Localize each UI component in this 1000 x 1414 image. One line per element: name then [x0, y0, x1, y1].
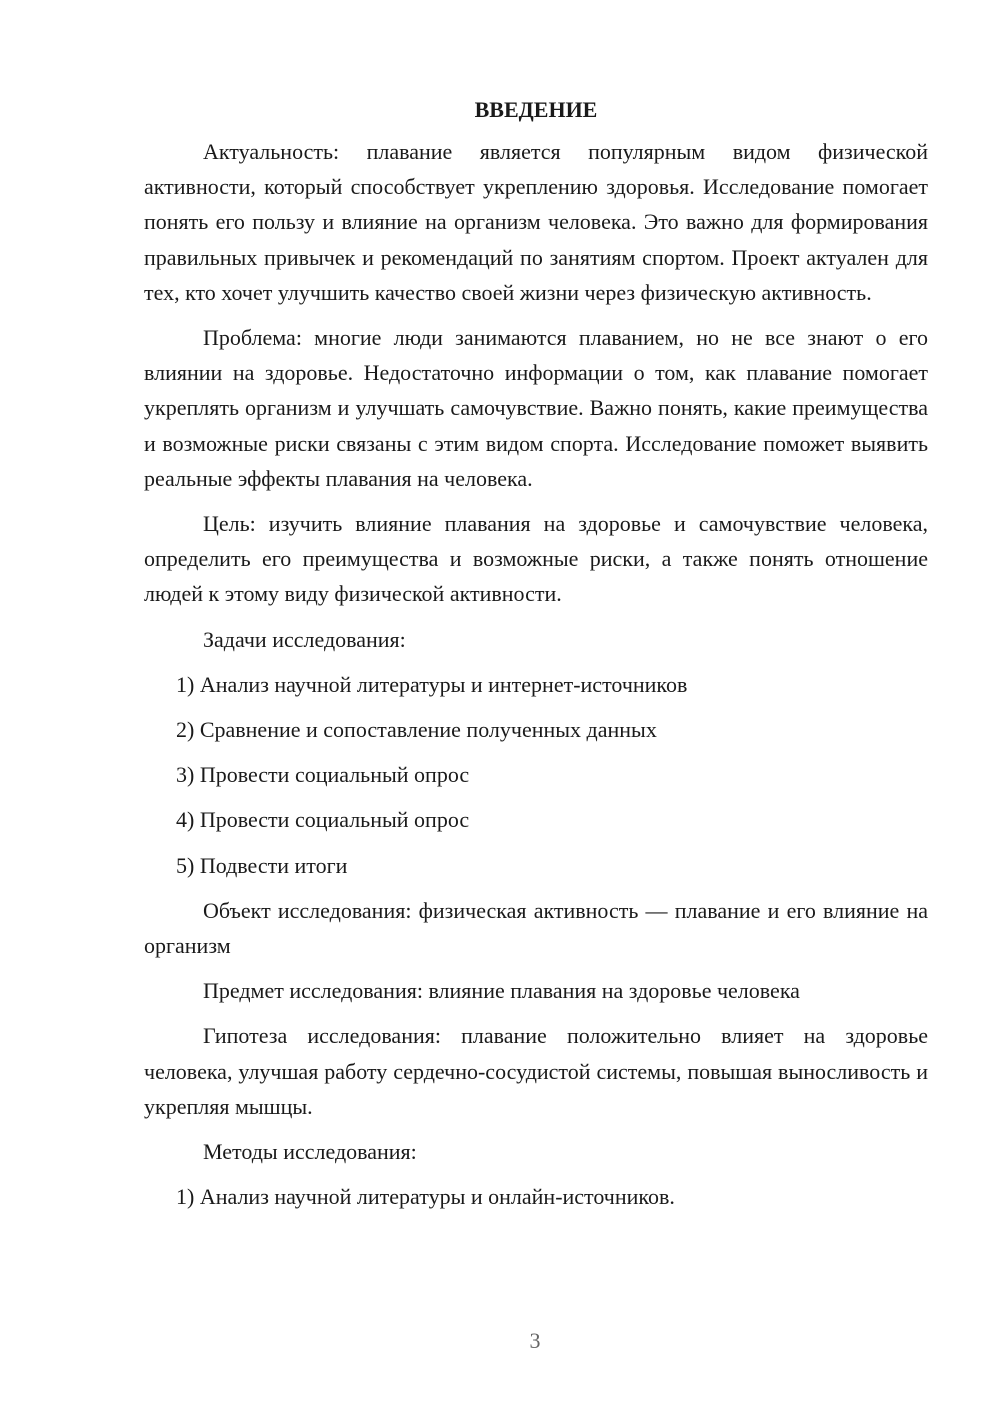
tasks-list	[144, 667, 928, 883]
task-item: 4) Провести социальный опрос	[176, 807, 470, 833]
task-item: 5) Подвести итоги	[176, 852, 348, 878]
tasks-label: Задачи исследования:	[203, 626, 406, 652]
subject-paragraph: Предмет исследования: влияние плавания на здоровье человека	[203, 978, 800, 1004]
page-heading: ВВЕДЕНИЕ	[474, 97, 598, 122]
relevance-paragraph: Актуальность: плавание является популярным видом физической активности, который способствует укреплению здоровья. Исследование помогает понять его пользу и влияние на организм человека. Это важно для формирования правильных привычек и рекомендаций по занятиям спортом. Проект актуален для тех, кто хочет улучшить качество своей жизни через физическую активность.	[144, 139, 928, 305]
method-item: 1) Анализ научной литературы и онлайн-источников.	[176, 1184, 675, 1210]
document-page	[144, 92, 928, 1224]
task-item: 1) Анализ научной литературы и интернет-источников	[176, 671, 688, 697]
methods-list	[144, 1179, 928, 1214]
goal-paragraph: Цель: изучить влияние плавания на здоровье и самочувствие человека, определить его преимущества и возможные риски, а также понять отношение людей к этому виду физической активности.	[144, 511, 928, 607]
task-item: 3) Провести социальный опрос	[176, 762, 470, 788]
methods-label: Методы исследования:	[203, 1139, 417, 1165]
task-item: 2) Сравнение и сопоставление полученных данных	[176, 717, 657, 743]
page-number: 3	[529, 1328, 541, 1353]
object-paragraph: Объект исследования: физическая активность — плавание и его влияние на организм	[144, 897, 928, 959]
problem-paragraph: Проблема: многие люди занимаются плаванием, но не все знают о его влиянии на здоровье. Недостаточно информации о том, как плавание помогает укреплять организм и улучшать самочувствие. Важно понять, какие преимущества и возможные риски связаны с этим видом спорта. Исследование поможет выявить реальные эффекты плавания на человека.	[144, 325, 928, 491]
hypothesis-paragraph: Гипотеза исследования: плавание положительно влияет на здоровье человека, улучшая работу сердечно-сосудистой системы, повышая выносливость и укрепляя мышцы.	[144, 1023, 928, 1119]
